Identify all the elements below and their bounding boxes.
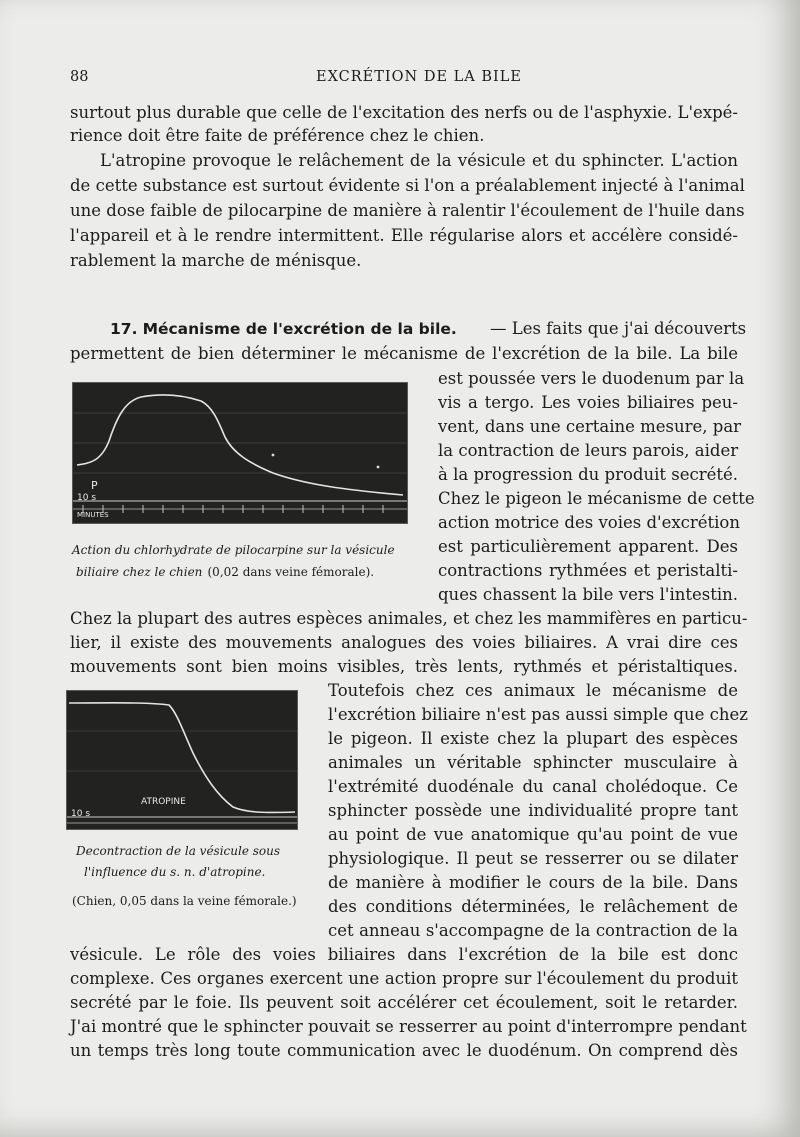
section-number: 17. <box>110 320 138 338</box>
text-line: J'ai montré que le sphincter pouvait se resserrer au point d'interrompre pendant <box>70 1017 747 1036</box>
text-line: action motrice des voies d'excrétion <box>438 513 740 532</box>
text-line: Toutefois chez ces animaux le mécanisme de <box>328 681 738 700</box>
label-time: 10 s <box>71 809 91 819</box>
text-line: un temps très long toute communication avec le duodénum. On comprend dès <box>70 1041 738 1060</box>
running-header: EXCRÉTION DE LA BILE <box>316 69 522 85</box>
label-drug: ATROPINE <box>141 797 186 807</box>
caption-roman: (0,02 dans veine fémorale). <box>207 565 375 579</box>
figure2-caption-line: l'influence du s. n. d'atropine. <box>84 865 266 879</box>
figure-pilocarpine-tracing <box>72 382 408 524</box>
text-line: de manière à modifier le cours de la bile. Dans <box>328 873 738 892</box>
text-line: l'appareil et à le rendre intermittent. Elle régularise alors et accélère considé- <box>70 226 738 245</box>
text-line: l'excrétion biliaire n'est pas aussi simple que chez <box>328 705 748 724</box>
text-line: une dose faible de pilocarpine de manière à ralentir l'écoulement de l'huile dans <box>70 201 745 220</box>
text-line: contractions rythmées et peristalti- <box>438 561 738 580</box>
tracing-svg <box>73 383 407 523</box>
page-number: 88 <box>70 69 89 85</box>
text-line: secrété par le foie. Ils peuvent soit accélérer cet écoulement, soit le retarder. <box>70 993 738 1012</box>
text-line: ques chassent la bile vers l'intestin. <box>438 585 738 604</box>
text-line: permettent de bien déterminer le mécanisme de l'excrétion de la bile. La bile <box>70 344 738 363</box>
text-line: à la progression du produit secrété. <box>438 465 738 484</box>
text-line: — Les faits que j'ai découverts <box>490 319 747 338</box>
text-line: la contraction de leurs parois, aider <box>438 441 739 460</box>
text-line: vis a tergo. Les voies biliaires peu- <box>438 393 738 412</box>
caption-italic: biliaire chez le chien <box>76 565 203 579</box>
text-line: L'atropine provoque le relâchement de la vésicule et du sphincter. L'action <box>100 151 738 170</box>
text-line: des conditions déterminées, le relâchement de <box>328 897 738 916</box>
section-title: Mécanisme de l'excrétion de la bile. <box>142 320 457 338</box>
figure2-caption-line: (Chien, 0,05 dans la veine fémorale.) <box>72 894 297 908</box>
text-line: rablement la marche de ménisque. <box>70 251 362 270</box>
text-line: est particulièrement apparent. Des <box>438 537 738 556</box>
tracing-curve <box>77 395 403 495</box>
text-line: rience doit être faite de préférence chez le chien. <box>70 126 485 145</box>
figure1-caption-line: Action du chlorhydrate de pilocarpine sur la vésicule <box>72 543 395 557</box>
text-line: physiologique. Il peut se resserrer ou se dilater <box>328 849 738 868</box>
text-line: cet anneau s'accompagne de la contraction de la <box>328 921 738 940</box>
figure2-caption-line: Decontraction de la vésicule sous <box>76 844 281 858</box>
text-line: animales un véritable sphincter musculaire à <box>328 753 738 772</box>
label-time: 10 s <box>77 493 97 503</box>
tracing-texture <box>67 731 297 771</box>
figure-atropine-tracing <box>66 690 298 830</box>
text-line: l'extrémité duodénale du canal cholédoque. Ce <box>328 777 738 796</box>
text-line: Chez le pigeon le mécanisme de cette <box>438 489 755 508</box>
section-heading <box>110 318 457 340</box>
text-line: lier, il existe des mouvements analogues des voies biliaires. A vrai dire ces <box>70 633 738 652</box>
text-line: est poussée vers le duodenum par la <box>438 369 745 388</box>
text-line: Chez la plupart des autres espèces animales, et chez les mammifères en particu- <box>70 609 748 628</box>
text-line: au point de vue anatomique qu'au point de vue <box>328 825 738 844</box>
text-line: le pigeon. Il existe chez la plupart des espèces <box>328 729 738 748</box>
text-line: sphincter possède une individualité propre tant <box>328 801 738 820</box>
tracing-texture <box>73 413 407 473</box>
text-line: de cette substance est surtout évidente si l'on a préalablement injecté à l'animal <box>70 176 745 195</box>
text-line: surtout plus durable que celle de l'excitation des nerfs ou de l'asphyxie. L'expé- <box>70 103 738 122</box>
label-p: P <box>91 479 98 492</box>
text-line: vent, dans une certaine mesure, par <box>438 417 742 436</box>
text-line: mouvements sont bien moins visibles, très lents, rythmés et péristaltiques. <box>70 657 738 676</box>
label-minutes: MINUTES <box>77 511 109 519</box>
text-line: complexe. Ces organes exercent une action propre sur l'écoulement du produit <box>70 969 738 988</box>
text-line: vésicule. Le rôle des voies biliaires dans l'excrétion de la bile est donc <box>70 945 738 964</box>
figure1-caption-line <box>76 560 374 582</box>
tracing-svg <box>67 691 297 829</box>
